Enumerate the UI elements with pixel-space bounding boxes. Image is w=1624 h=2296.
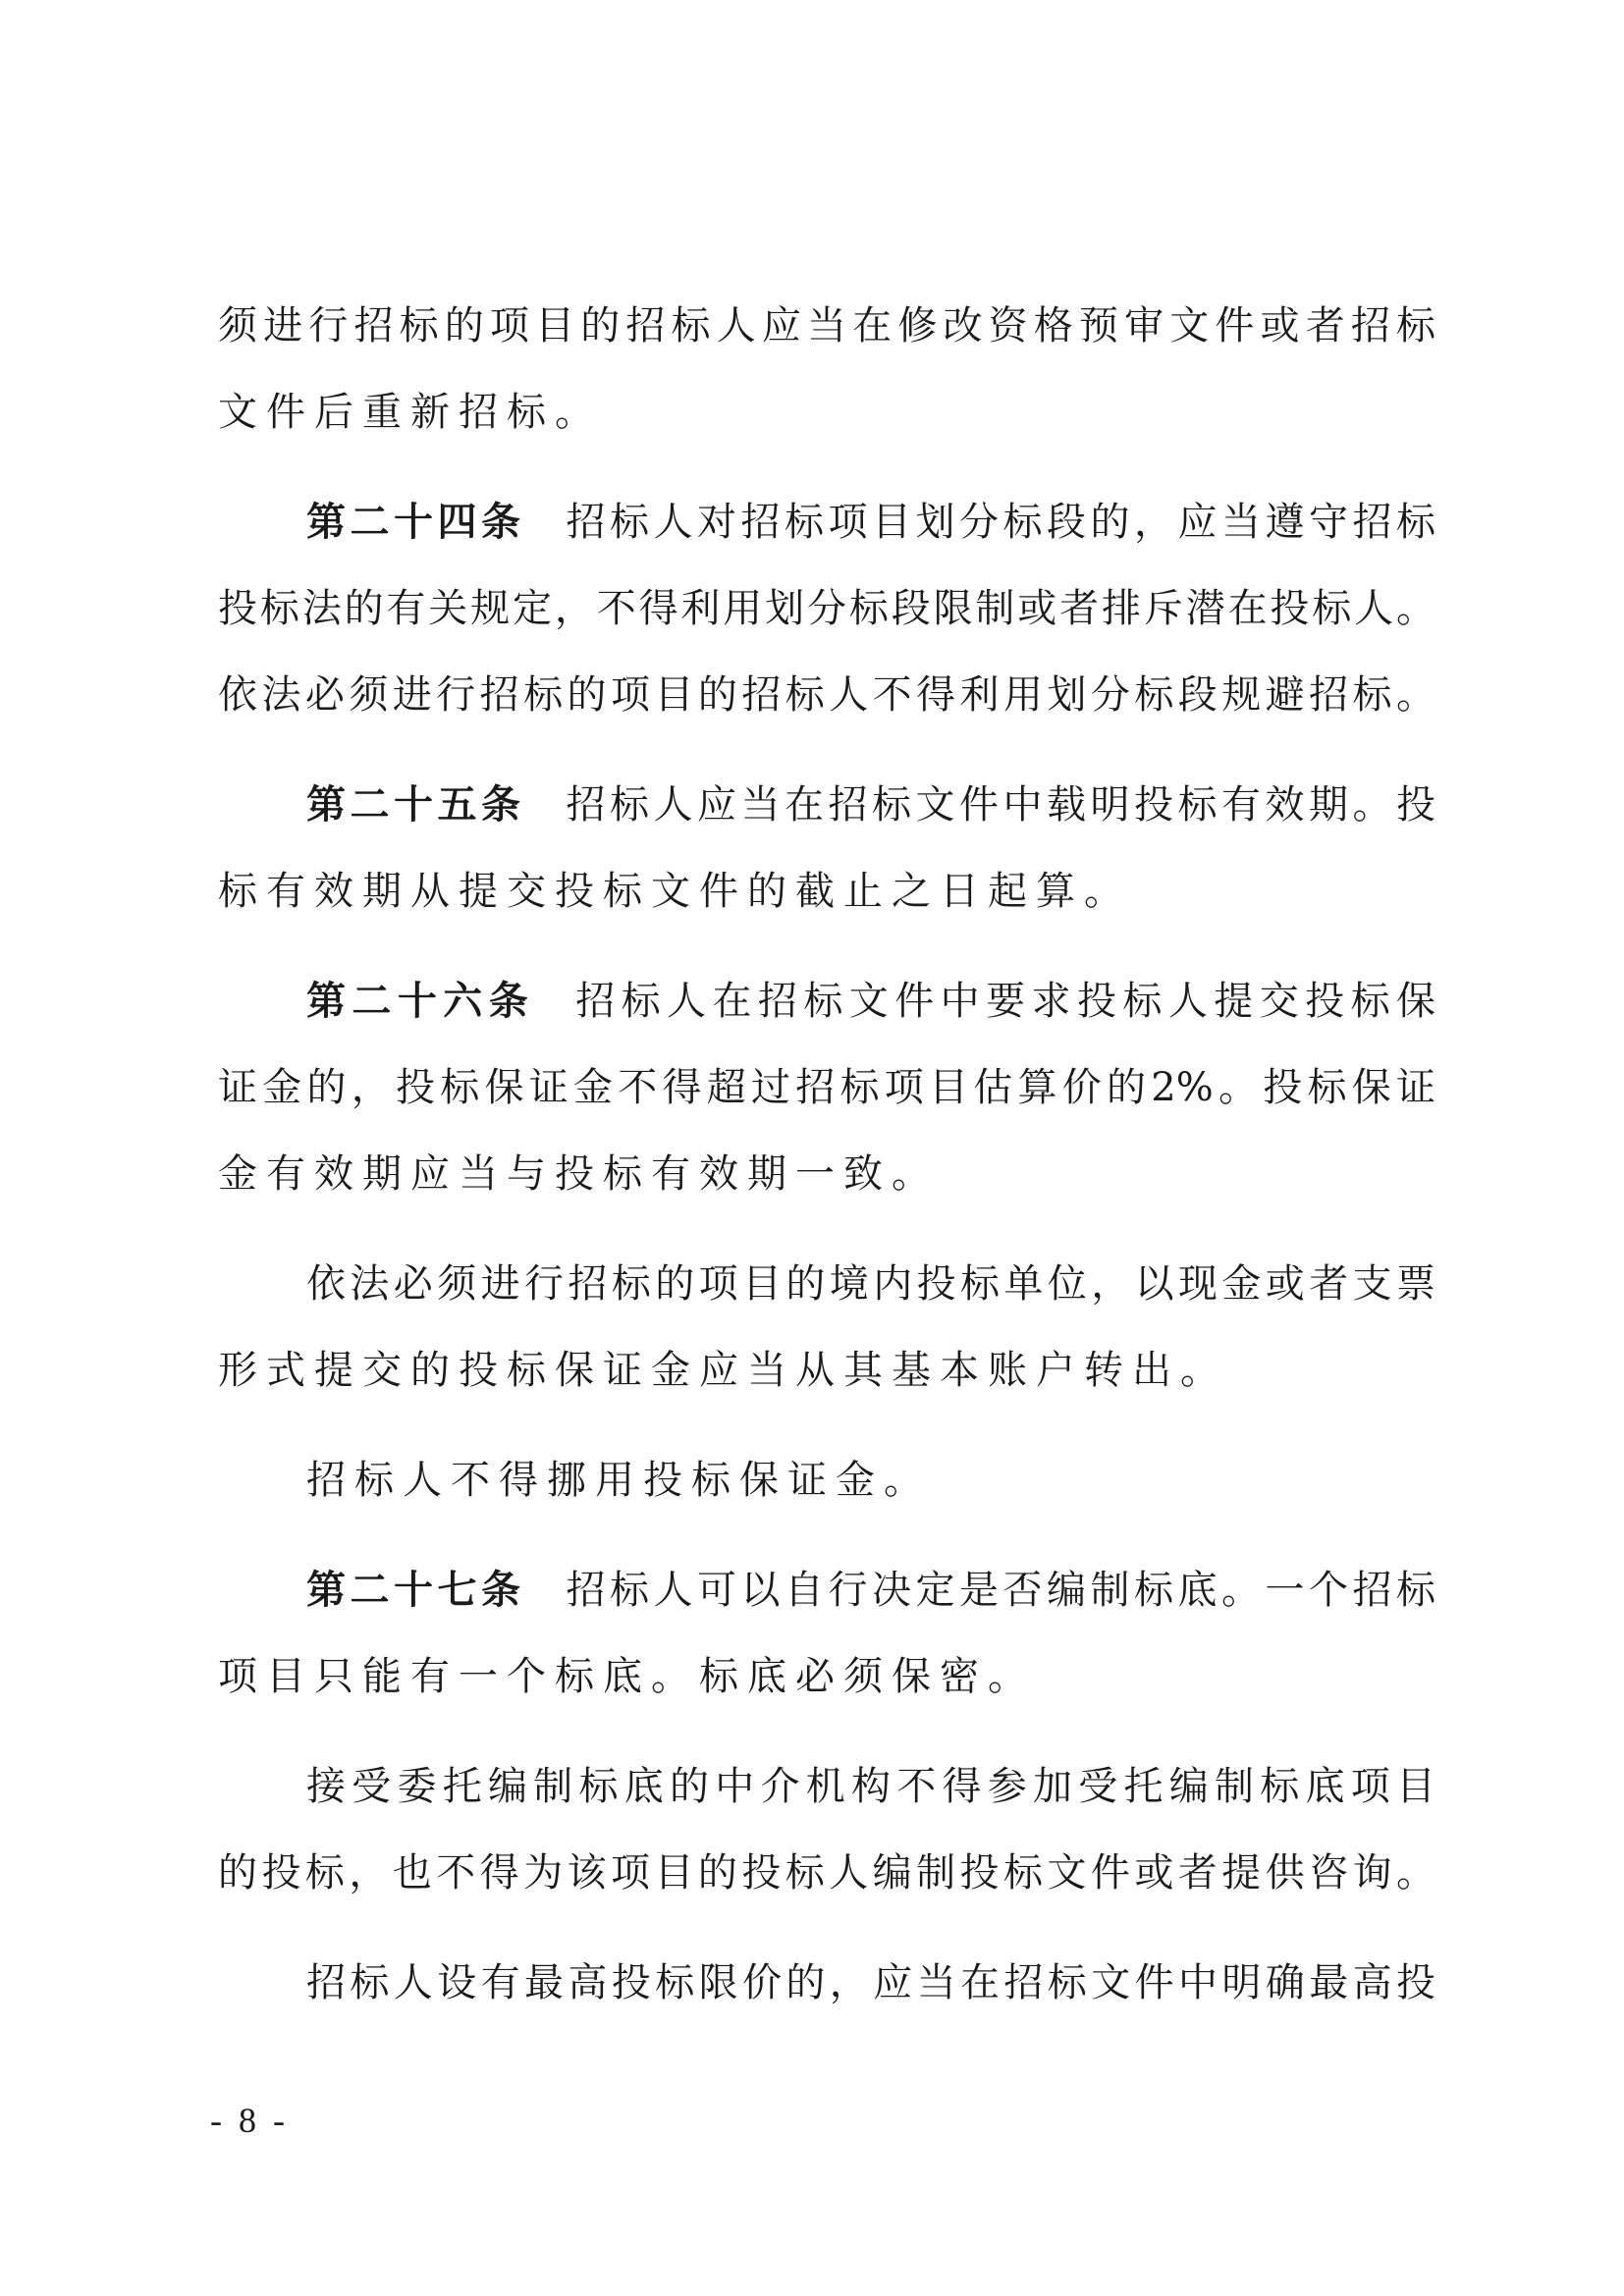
article-heading: 第二十六条 [306, 979, 535, 1024]
article-27-first-line [306, 1561, 1435, 1620]
text-line [306, 1255, 1435, 1313]
article-heading: 第二十七条 [306, 1568, 525, 1613]
text-line [218, 862, 1435, 921]
text-line [218, 383, 1435, 442]
line-text: 项目只能有一个标底。标底必须保密。 [218, 1654, 1036, 1699]
line-text: 招标人在招标文件中要求投标人提交投标保 [575, 979, 1436, 1024]
line-text: 依法必须进行招标的项目的境内投标单位，以现金或者支票 [306, 1261, 1435, 1307]
text-line [306, 1451, 1435, 1510]
line-text: 招标人应当在招标文件中载明投标有效期。投 [566, 782, 1435, 828]
line-text: 金有效期应当与投标有效期一致。 [218, 1151, 940, 1197]
line-text: 的投标，也不得为该项目的投标人编制投标文件或者提供咨询。 [218, 1850, 1435, 1896]
article-heading: 第二十五条 [306, 782, 525, 828]
line-text: 须进行招标的项目的招标人应当在修改资格预审文件或者招标 [218, 303, 1435, 348]
text-line [218, 666, 1435, 724]
article-26-first-line [306, 972, 1435, 1031]
line-text: 招标人设有最高投标限价的，应当在招标文件中明确最高投 [306, 1960, 1435, 2005]
article-25-first-line [306, 775, 1435, 834]
line-text: 接受委托编制标底的中介机构不得参加受托编制标底项目 [306, 1764, 1435, 1809]
line-text: 形式提交的投标保证金应当从其基本账户转出。 [218, 1348, 1228, 1393]
line-text: 依法必须进行招标的项目的招标人不得利用划分标段规避招标。 [218, 672, 1435, 718]
line-text: 文件后重新招标。 [218, 390, 603, 435]
text-line [218, 296, 1435, 355]
text-line [218, 1647, 1435, 1706]
text-line [218, 1058, 1435, 1117]
text-line [218, 1341, 1435, 1400]
text-line [218, 1145, 1435, 1203]
text-line [306, 1953, 1435, 2012]
line-text: 标有效期从提交投标文件的截止之日起算。 [218, 869, 1132, 914]
article-heading: 第二十四条 [306, 500, 525, 545]
line-text: 招标人不得挪用投标保证金。 [306, 1458, 932, 1503]
article-24-first-line [306, 493, 1435, 552]
page-number: - 8 - [210, 2101, 289, 2140]
line-text: 证金的，投标保证金不得超过招标项目估算价的2%。投标保证 [218, 1065, 1435, 1110]
line-text: 招标人可以自行决定是否编制标底。一个招标 [566, 1568, 1435, 1613]
text-line [218, 1843, 1435, 1902]
line-text: 投标法的有关规定，不得利用划分标段限制或者排斥潜在投标人。 [218, 586, 1435, 631]
line-text: 招标人对招标项目划分标段的，应当遵守招标 [566, 500, 1435, 545]
text-line [306, 1757, 1435, 1816]
text-line [218, 579, 1435, 638]
